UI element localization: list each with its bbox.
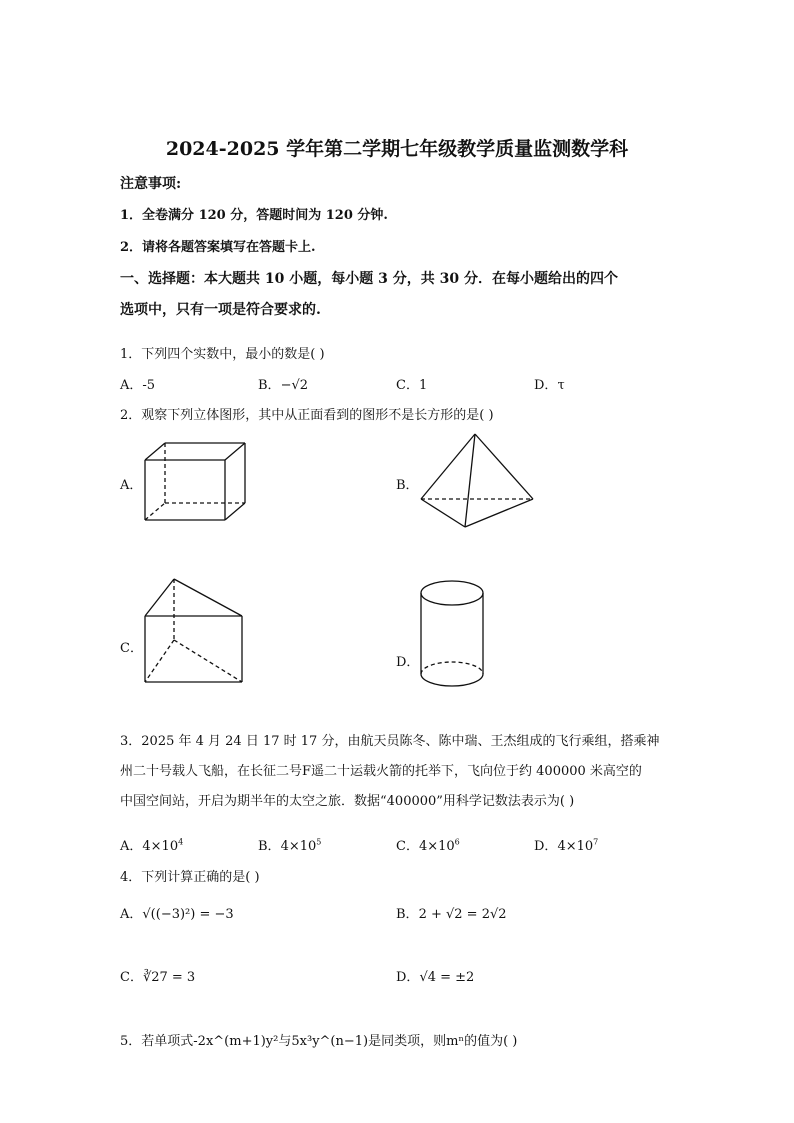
option-base: 4×10 (418, 839, 455, 854)
page-title: 2024-2025 学年第二学期七年级教学质量监测数学科 (165, 138, 629, 160)
option-label: D． (534, 839, 558, 854)
option-label: B． (258, 378, 281, 393)
math-expression: √4 = ±2 (419, 970, 475, 985)
option-value: −√2 (280, 378, 309, 393)
option-exponent: 7 (593, 837, 599, 847)
option-exponent: 6 (454, 837, 460, 847)
option-base: 4×10 (280, 839, 317, 854)
monomial-2: 5x³y^(n−1) (291, 1034, 369, 1049)
math-expression: mⁿ (446, 1034, 465, 1049)
option-value: -5 (142, 378, 156, 393)
q4-option-b (396, 903, 507, 922)
cylinder-icon (418, 578, 488, 690)
question-5-stem (120, 1030, 517, 1049)
option-value: τ (557, 378, 565, 393)
question-3-line1: 3．2025 年 4 月 24 日 17 时 17 分，由航天员陈冬、陈中瑞、王杰组成的飞行乘组，搭乘神 (120, 734, 660, 749)
q2-option-b-label: B． (396, 478, 419, 493)
q1-option-c (396, 374, 427, 393)
option-label: C． (120, 970, 143, 985)
q3-option-c (396, 835, 460, 854)
question-4-stem: 4．下列计算正确的是( ) (120, 870, 260, 885)
pyramid-icon (418, 432, 536, 530)
option-label: B． (396, 907, 419, 922)
stem-text: 与 (278, 1034, 292, 1049)
stem-text: 5．若单项式 (120, 1034, 194, 1049)
monomial-1: -2x^(m+1)y² (193, 1034, 279, 1049)
option-label: D． (396, 970, 420, 985)
option-label: C． (396, 378, 419, 393)
question-2-stem: 2．观察下列立体图形，其中从正面看到的图形不是长方形的是( ) (120, 408, 494, 423)
q4-option-c (120, 966, 195, 985)
q2-option-d-label: D． (396, 655, 420, 670)
q3-option-d (534, 835, 598, 854)
math-expression: ∛27 = 3 (142, 970, 196, 985)
q4-option-a (120, 903, 234, 922)
section-heading-line1: 一、选择题：本大题共 10 小题，每小题 3 分，共 30 分．在每小题给出的四个 (120, 271, 618, 287)
q1-option-d (534, 374, 565, 393)
cuboid-icon (140, 440, 250, 525)
q2-option-c-label: C． (120, 641, 143, 656)
question-3-line2: 州二十号载人飞船，在长征二号F遥二十运载火箭的托举下，飞向位于约 400000 米高空的 (120, 764, 642, 779)
option-base: 4×10 (557, 839, 594, 854)
option-label: B． (258, 839, 281, 854)
option-label: D． (534, 378, 558, 393)
option-exponent: 5 (316, 837, 322, 847)
option-label: C． (396, 839, 419, 854)
option-exponent: 4 (178, 837, 184, 847)
notice-heading: 注意事项: (120, 176, 182, 192)
option-label: A． (120, 839, 143, 854)
option-value: 1 (418, 378, 428, 393)
triangular-prism-icon (140, 576, 246, 686)
notice-item-1: 1．全卷满分 120 分，答题时间为 120 分钟. (120, 208, 388, 223)
q1-option-b (258, 374, 308, 393)
q3-option-b (258, 835, 321, 854)
option-label: A． (120, 378, 143, 393)
option-label: A． (120, 907, 143, 922)
math-expression: 2 + √2 = 2√2 (418, 907, 507, 922)
option-base: 4×10 (142, 839, 179, 854)
math-expression: √((−3)²) = −3 (142, 907, 234, 922)
section-heading-line2: 选项中，只有一项是符合要求的. (120, 302, 321, 318)
question-1-stem: 1．下列四个实数中，最小的数是( ) (120, 347, 325, 362)
stem-text: 的值为( ) (464, 1034, 518, 1049)
q3-option-a (120, 835, 183, 854)
question-3-line3: 中国空间站，开启为期半年的太空之旅．数据“400000”用科学记数法表示为( ) (120, 794, 575, 809)
notice-item-2: 2．请将各题答案填写在答题卡上. (120, 240, 316, 255)
q1-option-a (120, 374, 155, 393)
stem-text: 是同类项，则 (368, 1034, 447, 1049)
q2-option-a-label: A． (120, 478, 143, 493)
q4-option-d (396, 966, 474, 985)
